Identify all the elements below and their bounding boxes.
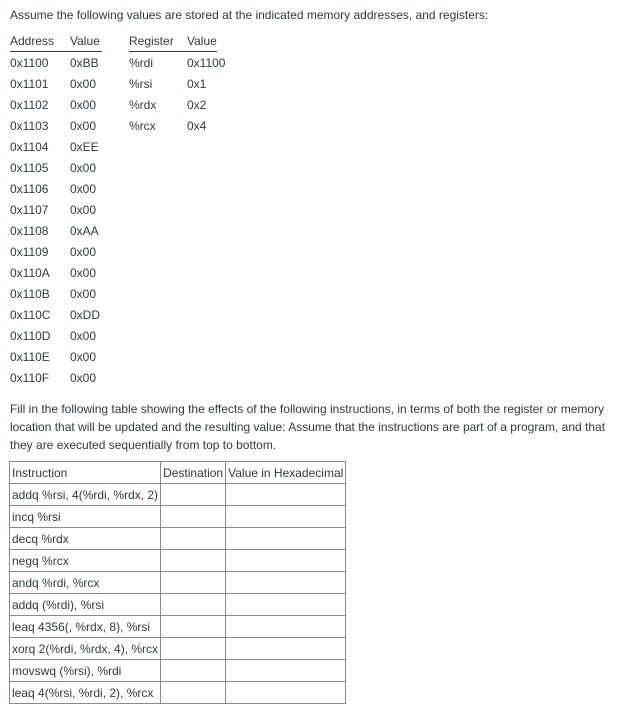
register-name-cell: %rdi	[129, 56, 154, 70]
memory-value-cell: 0xEE	[70, 140, 99, 154]
memory-header-rule	[10, 51, 102, 52]
destination-cell[interactable]	[161, 594, 226, 616]
memory-address-cell: 0x1106	[10, 182, 49, 196]
hex-value-cell[interactable]	[226, 572, 346, 594]
memory-address-cell: 0x110C	[10, 308, 51, 322]
destination-cell[interactable]	[161, 484, 226, 506]
memory-address-cell: 0x110A	[10, 266, 50, 280]
register-name-cell: %rdx	[129, 98, 157, 112]
memory-value-header: Value	[70, 34, 100, 48]
instruction-cell: movswq (%rsi), %rdi	[10, 660, 161, 682]
destination-cell[interactable]	[161, 572, 226, 594]
register-name-cell: %rcx	[129, 119, 156, 133]
destination-cell[interactable]	[161, 682, 226, 704]
hex-value-cell[interactable]	[226, 594, 346, 616]
memory-address-cell: 0x110F	[10, 371, 50, 385]
destination-header: Destination	[161, 462, 226, 484]
memory-value-cell: 0x00	[70, 203, 97, 217]
destination-cell[interactable]	[161, 638, 226, 660]
memory-value-cell: 0x00	[70, 119, 97, 133]
destination-cell[interactable]	[161, 528, 226, 550]
memory-value-cell: 0x00	[70, 77, 97, 91]
destination-cell[interactable]	[161, 550, 226, 572]
memory-value-cell: 0x00	[70, 287, 97, 301]
hex-value-cell[interactable]	[226, 528, 346, 550]
hex-value-cell[interactable]	[226, 616, 346, 638]
memory-value-cell: 0x00	[70, 182, 97, 196]
instruction-cell: negq %rcx	[10, 550, 161, 572]
instruction-cell: leaq 4356(, %rdx, 8), %rsi	[10, 616, 161, 638]
memory-value-cell: 0x00	[70, 266, 97, 280]
memory-value-cell: 0x00	[70, 329, 97, 343]
register-name-cell: %rsi	[129, 77, 153, 91]
instruction-row	[10, 550, 346, 572]
instruction-row	[10, 616, 346, 638]
memory-address-cell: 0x110B	[10, 287, 50, 301]
register-name-header: Register	[129, 34, 174, 48]
instruction-row	[10, 484, 346, 506]
instructions-paragraph: Fill in the following table showing the effects of the following instructions, in terms of both the register or memory location that will be updated and the resulting value: Assume that the instructions are part of a program, and that they are executed sequentially from top to bottom.	[10, 402, 606, 452]
memory-address-cell: 0x1103	[10, 119, 49, 133]
hex-value-cell[interactable]	[226, 638, 346, 660]
memory-address-cell: 0x1100	[10, 56, 49, 70]
memory-address-cell: 0x110E	[10, 350, 50, 364]
memory-value-cell: 0xBB	[70, 56, 99, 70]
destination-cell[interactable]	[161, 506, 226, 528]
memory-address-cell: 0x1107	[10, 203, 49, 217]
instruction-cell: andq %rdi, %rcx	[10, 572, 161, 594]
register-value-cell: 0x4	[187, 119, 207, 133]
destination-cell[interactable]	[161, 616, 226, 638]
instruction-table	[9, 461, 346, 704]
instruction-cell: addq %rsi, 4(%rdi, %rdx, 2)	[10, 484, 161, 506]
hex-value-cell[interactable]	[226, 550, 346, 572]
memory-address-header: Address	[10, 34, 55, 48]
memory-address-cell: 0x1104	[10, 140, 49, 154]
memory-address-cell: 0x1101	[10, 77, 49, 91]
instruction-cell: xorq 2(%rdi, %rdx, 4), %rcx	[10, 638, 161, 660]
memory-value-cell: 0x00	[70, 350, 97, 364]
memory-address-cell: 0x1108	[10, 224, 49, 238]
hex-value-cell[interactable]	[226, 506, 346, 528]
instruction-header: Instruction	[10, 462, 161, 484]
memory-value-cell: 0x00	[70, 98, 97, 112]
instruction-table-body	[10, 484, 346, 704]
instruction-row	[10, 506, 346, 528]
instruction-cell: leaq 4(%rsi, %rdi, 2), %rcx	[10, 682, 161, 704]
intro-text: Assume the following values are stored at the indicated memory addresses, and registers:	[10, 8, 489, 22]
instruction-row	[10, 660, 346, 682]
register-value-cell: 0x2	[187, 98, 207, 112]
instruction-cell: addq (%rdi), %rsi	[10, 594, 161, 616]
hex-value-cell[interactable]	[226, 660, 346, 682]
memory-address-cell: 0x1105	[10, 161, 49, 175]
memory-value-cell: 0x00	[70, 245, 97, 259]
memory-value-cell: 0xDD	[70, 308, 101, 322]
instruction-row	[10, 528, 346, 550]
memory-address-cell: 0x1109	[10, 245, 49, 259]
memory-address-cell: 0x1102	[10, 98, 49, 112]
hex-value-header: Value in Hexadecimal	[226, 462, 346, 484]
hex-value-cell[interactable]	[226, 682, 346, 704]
destination-cell[interactable]	[161, 660, 226, 682]
instruction-table-header-row	[10, 462, 346, 484]
instruction-cell: incq %rsi	[10, 506, 161, 528]
memory-value-cell: 0x00	[70, 161, 97, 175]
register-value-cell: 0x1100	[187, 56, 226, 70]
instruction-row	[10, 638, 346, 660]
instruction-cell: decq %rdx	[10, 528, 161, 550]
memory-address-cell: 0x110D	[10, 329, 51, 343]
memory-value-cell: 0x00	[70, 371, 97, 385]
instruction-row	[10, 572, 346, 594]
register-value-header: Value	[187, 34, 217, 48]
instruction-row	[10, 682, 346, 704]
register-value-cell: 0x1	[187, 77, 207, 91]
hex-value-cell[interactable]	[226, 484, 346, 506]
register-header-rule	[129, 51, 217, 52]
instruction-row	[10, 594, 346, 616]
memory-value-cell: 0xAA	[70, 224, 99, 238]
